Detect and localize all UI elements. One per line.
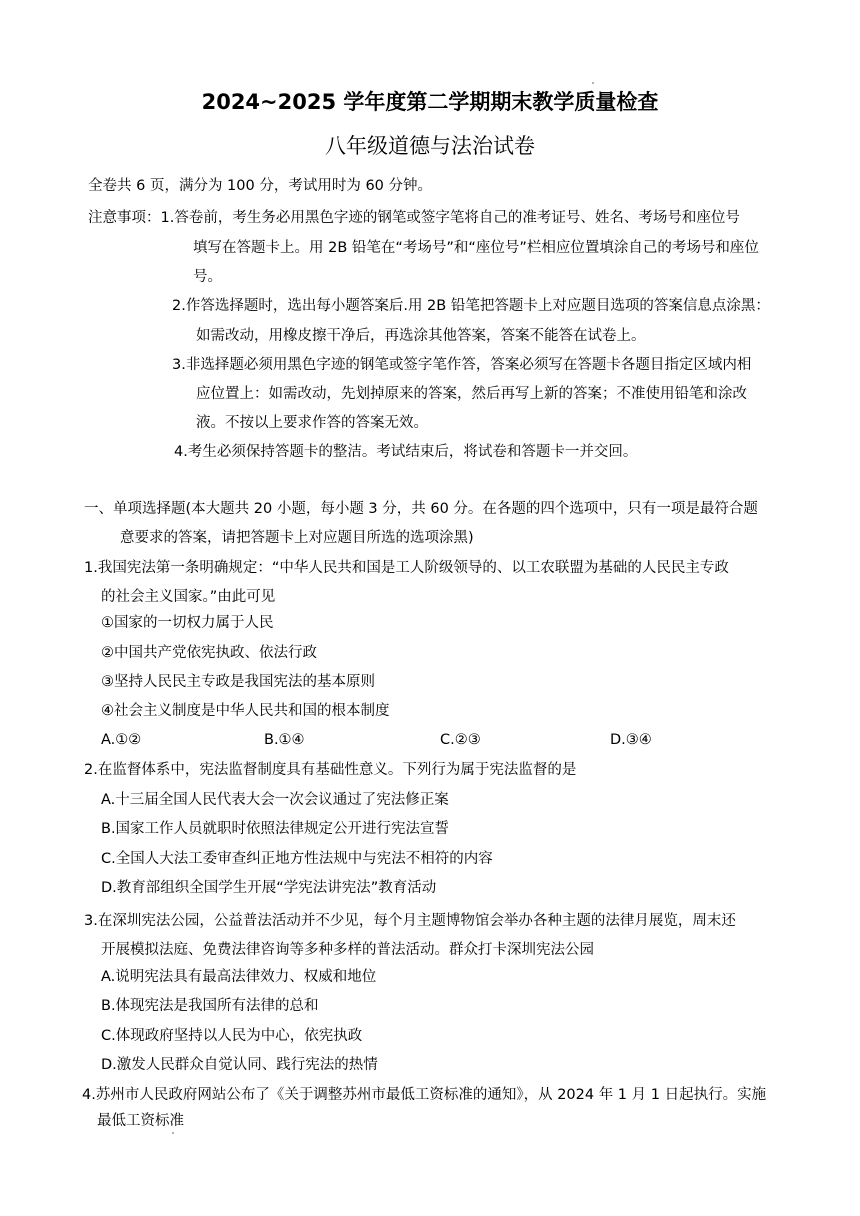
question-1-statement-2: ②中国共产党依宪执政、依法行政 bbox=[101, 645, 317, 661]
notice-line-1b: 填写在答题卡上。用 2B 铅笔在“考场号”和“座位号”栏相应位置填涂自己的考场号和座位 bbox=[193, 240, 759, 256]
question-1-statement-3: ③坚持人民民主专政是我国宪法的基本原则 bbox=[101, 674, 375, 690]
question-3-stem-cont: 开展模拟法庭、免费法律咨询等多种多样的普法活动。群众打卡深圳宪法公园 bbox=[101, 942, 594, 958]
question-1-stem-cont: 的社会主义国家。”由此可见 bbox=[101, 589, 276, 605]
question-4-stem: 4.苏州市人民政府网站公布了《关于调整苏州市最低工资标准的通知》，从 2024 年 1 月 1 日起执行。实施 bbox=[82, 1087, 767, 1103]
question-3-option-a: A.说明宪法具有最高法律效力、权威和地位 bbox=[101, 969, 377, 985]
notice-line-1: 注意事项：1.答卷前，考生务必用黑色字迹的钢笔或签字笔将自己的准考证号、姓名、考场号和座位号 bbox=[88, 210, 740, 226]
question-2-option-a: A.十三届全国人民代表大会一次会议通过了宪法修正案 bbox=[101, 792, 449, 808]
question-3-option-c: C.体现政府坚持以人民为中心，依宪执政 bbox=[101, 1028, 363, 1044]
notice-line-1c: 号。 bbox=[193, 269, 222, 285]
question-1-option-d: D.③④ bbox=[610, 732, 652, 748]
section-heading-cont: 意要求的答案，请把答题卡上对应题目所选的选项涂黑) bbox=[120, 530, 474, 546]
question-2-option-b: B.国家工作人员就职时依照法律规定公开进行宪法宣誓 bbox=[101, 821, 450, 837]
exam-subtitle: 八年级道德与法治试卷 bbox=[325, 134, 535, 158]
notice-line-4: 4.考生必须保持答题卡的整洁。考试结束后，将试卷和答题卡一并交回。 bbox=[174, 444, 638, 460]
question-1-statement-4: ④社会主义制度是中华人民共和国的根本制度 bbox=[101, 703, 390, 719]
question-1-statement-1: ①国家的一切权力属于人民 bbox=[101, 615, 274, 631]
exam-intro: 全卷共 6 页，满分为 100 分，考试用时为 60 分钟。 bbox=[88, 178, 433, 194]
question-3-option-d: D.激发人民群众自觉认同、践行宪法的热情 bbox=[101, 1057, 378, 1073]
question-1-stem: 1.我国宪法第一条明确规定：“中华人民共和国是工人阶级领导的、以工农联盟为基础的人民民主专政 bbox=[84, 560, 729, 576]
section-heading: 一、单项选择题(本大题共 20 小题，每小题 3 分，共 60 分。在各题的四个选项中，只有一项是最符合题 bbox=[84, 501, 758, 517]
question-3-option-b: B.体现宪法是我国所有法律的总和 bbox=[101, 998, 319, 1014]
question-1-option-a: A.①② bbox=[101, 732, 142, 748]
exam-title: 2024~2025 学年度第二学期期末教学质量检查 bbox=[201, 90, 659, 114]
question-2-option-c: C.全国人大法工委审查纠正地方性法规中与宪法不相符的内容 bbox=[101, 851, 493, 867]
scan-speck bbox=[172, 1132, 174, 1134]
scan-speck bbox=[592, 82, 594, 84]
notice-line-2: 2.作答选择题时，选出每小题答案后.用 2B 铅笔把答题卡上对应题目选项的答案信息点涂黑： bbox=[172, 298, 770, 314]
question-4-stem-cont: 最低工资标准 bbox=[97, 1113, 184, 1129]
question-1-option-c: C.②③ bbox=[440, 732, 481, 748]
notice-line-3c: 液。不按以上要求作答的答案无效。 bbox=[196, 415, 428, 431]
notice-line-3: 3.非选择题必须用黑色字迹的钢笔或签字笔作答，答案必须写在答题卡各题目指定区域内相 bbox=[172, 357, 752, 373]
question-3-stem: 3.在深圳宪法公园，公益普法活动并不少见，每个月主题博物馆会举办各种主题的法律月展览，周末还 bbox=[84, 913, 736, 929]
question-2-option-d: D.教育部组织全国学生开展“学宪法讲宪法”教育活动 bbox=[101, 880, 437, 896]
notice-line-3b: 应位置上：如需改动，先划掉原来的答案，然后再写上新的答案；不准使用铅笔和涂改 bbox=[196, 386, 747, 402]
notice-line-2b: 如需改动，用橡皮擦干净后，再选涂其他答案，答案不能答在试卷上。 bbox=[196, 328, 646, 344]
question-2-stem: 2.在监督体系中，宪法监督制度具有基础性意义。下列行为属于宪法监督的是 bbox=[84, 762, 577, 778]
question-1-option-b: B.①④ bbox=[264, 732, 305, 748]
